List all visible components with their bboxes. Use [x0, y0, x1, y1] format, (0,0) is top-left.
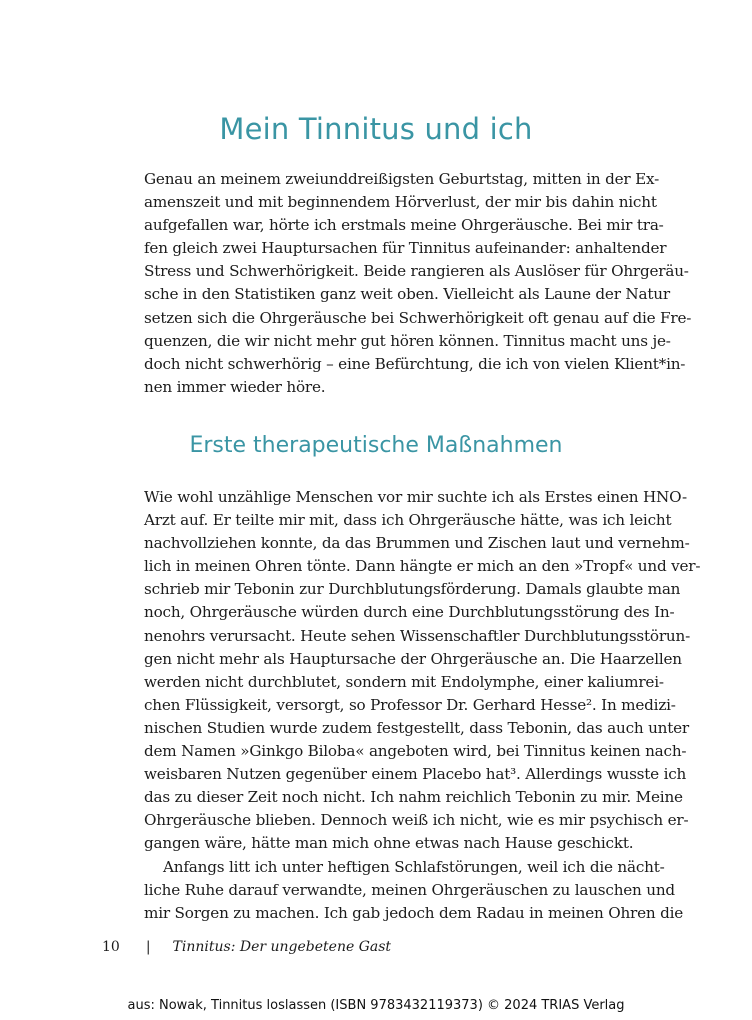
text-line: fen gleich zwei Hauptursachen für Tinnitus aufeinander: anhaltender: [144, 239, 667, 258]
text-line: das zu dieser Zeit noch nicht. Ich nahm reichlich Tebonin zu mir. Meine: [144, 788, 683, 807]
page-number: 10: [102, 939, 120, 955]
text-line: dem Namen »Ginkgo Biloba« angeboten wird, bei Tinnitus keinen nach-: [144, 742, 687, 761]
text-line: mir Sorgen zu machen. Ich gab jedoch dem Radau in meinen Ohren die: [144, 903, 684, 922]
text-line: nen immer wieder höre.: [144, 377, 326, 396]
text-line: chen Flüssigkeit, versorgt, so Professor Dr. Gerhard Hesse². In medizi-: [144, 695, 676, 714]
text-line: liche Ruhe darauf verwandte, meinen Ohrgeräuschen zu lauschen und: [144, 880, 675, 899]
text-line: weisbaren Nutzen gegenüber einem Placebo hat³. Allerdings wusste ich: [144, 765, 687, 784]
section-paragraph: [144, 486, 701, 925]
intro-paragraph: [144, 168, 692, 399]
running-title: Tinnitus: Der ungebetene Gast: [172, 939, 392, 955]
text-line: werden nicht durchblutet, sondern mit Endolymphe, einer kaliumrei-: [144, 672, 664, 691]
section-heading: Erste therapeutische Maßnahmen: [189, 433, 563, 458]
source-credit: aus: Nowak, Tinnitus loslassen (ISBN 9783432119373) © 2024 TRIAS Verlag: [127, 998, 625, 1013]
text-line: gen nicht mehr als Hauptursache der Ohrgeräusche an. Die Haarzellen: [144, 649, 682, 668]
text-line: noch, Ohrgeräusche würden durch eine Durchblutungsstörung des In-: [144, 603, 675, 622]
page-footer: [102, 939, 391, 955]
text-line: schrieb mir Tebonin zur Durchblutungsförderung. Damals glaubte man: [144, 580, 681, 599]
text-line: nenohrs verursacht. Heute sehen Wissenschaftler Durchblutungsstörun-: [144, 626, 691, 645]
text-line: nachvollziehen konnte, da das Brummen und Zischen laut und vernehm-: [144, 534, 690, 553]
text-line: amenszeit und mit beginnendem Hörverlust, der mir bis dahin nicht: [144, 193, 657, 212]
text-line: aufgefallen war, hörte ich erstmals meine Ohrgeräusche. Bei mir tra-: [144, 216, 664, 235]
text-line: gangen wäre, hätte man mich ohne etwas nach Hause geschickt.: [144, 834, 634, 853]
text-line: Wie wohl unzählige Menschen vor mir suchte ich als Erstes einen HNO-: [144, 488, 687, 506]
text-line: nischen Studien wurde zudem festgestellt, dass Tebonin, das auch unter: [144, 718, 689, 737]
text-line: lich in meinen Ohren tönte. Dann hängte er mich an den »Tropf« und ver-: [144, 557, 701, 576]
text-line: doch nicht schwerhörig – eine Befürchtung, die ich von vielen Klient*in-: [144, 354, 686, 373]
chapter-heading: Mein Tinnitus und ich: [219, 112, 533, 146]
footer-separator: |: [145, 939, 151, 955]
text-line: Anfangs litt ich unter heftigen Schlafstörungen, weil ich die nächt-: [163, 857, 665, 876]
text-line: sche in den Statistiken ganz weit oben. Vielleicht als Laune der Natur: [144, 285, 670, 304]
text-line: Genau an meinem zweiunddreißigsten Geburtstag, mitten in der Ex-: [144, 170, 660, 188]
text-line: quenzen, die wir nicht mehr gut hören können. Tinnitus macht uns je-: [144, 331, 671, 350]
text-line: setzen sich die Ohrgeräusche bei Schwerhörigkeit oft genau auf die Fre-: [144, 308, 692, 327]
text-line: Ohrgeräusche blieben. Dennoch weiß ich nicht, wie es mir psychisch er-: [144, 811, 689, 830]
text-line: Arzt auf. Er teilte mir mit, dass ich Ohrgeräusche hätte, was ich leicht: [144, 511, 672, 530]
text-line: Stress und Schwerhörigkeit. Beide rangieren als Auslöser für Ohrgeräu-: [144, 262, 689, 281]
